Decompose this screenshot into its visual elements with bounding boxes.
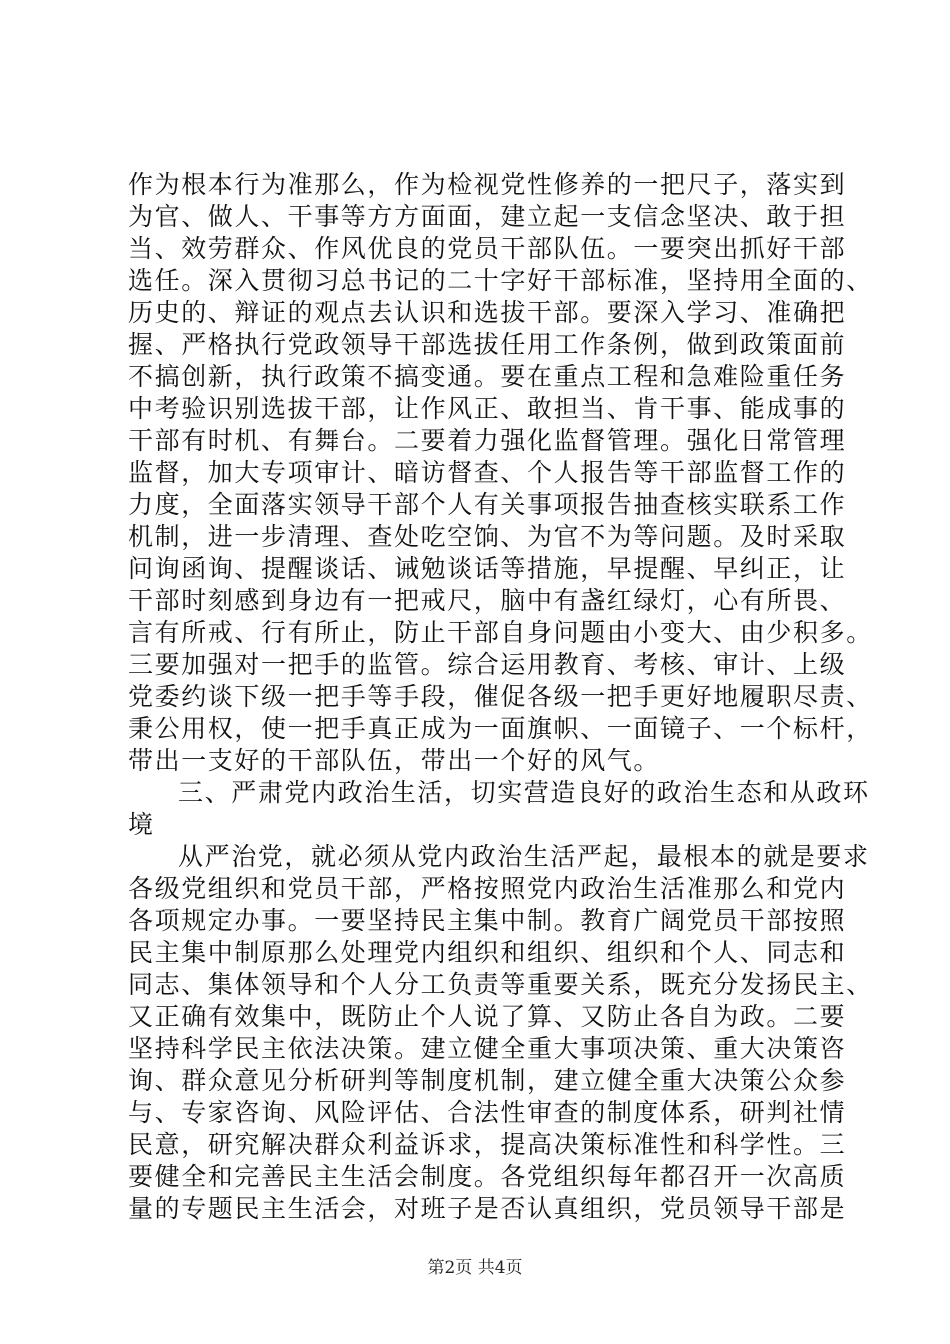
text-line: 历史的、辩证的观点去认识和选拔干部。要深入学习、准确把 bbox=[128, 298, 847, 327]
text-line: 中考验识别选拔干部，让作风正、敢担当、肯干事、能成事的 bbox=[128, 394, 847, 423]
text-line: 各项规定办事。一要坚持民主集中制。教育广阔党员干部按照 bbox=[128, 906, 847, 935]
section-heading-continued: 境 bbox=[128, 810, 155, 839]
text-line: 又正确有效集中，既防止个人说了算、又防止各自为政。二要 bbox=[128, 1002, 847, 1031]
text-line: 民主集中制原那么处理党内组织和组织、组织和个人、同志和 bbox=[128, 938, 847, 967]
text-line: 监督，加大专项审计、暗访督查、个人报告等干部监督工作的 bbox=[128, 458, 847, 487]
text-line: 机制，进一步清理、查处吃空饷、为官不为等问题。及时采取 bbox=[128, 522, 847, 551]
text-line: 带出一支好的干部队伍，带出一个好的风气。 bbox=[128, 746, 661, 775]
text-line: 询、群众意见分析研判等制度机制，建立健全重大决策公众参 bbox=[128, 1066, 847, 1095]
text-line: 民意，研究解决群众利益诉求，提高决策标准性和科学性。三 bbox=[128, 1130, 847, 1159]
text-line: 力度，全面落实领导干部个人有关事项报告抽查核实联系工作 bbox=[128, 490, 847, 519]
text-line: 言有所戒、行有所止，防止干部自身问题由小变大、由少积多。 bbox=[128, 618, 873, 647]
text-line: 同志、集体领导和个人分工负责等重要关系，既充分发扬民主、 bbox=[128, 970, 873, 999]
text-line: 各级党组织和党员干部，严格按照党内政治生活准那么和党内 bbox=[128, 874, 847, 903]
section-heading: 三、严肃党内政治生活，切实营造良好的政治生态和从政环 bbox=[178, 778, 870, 807]
text-line: 干部有时机、有舞台。二要着力强化监督管理。强化日常管理 bbox=[128, 426, 847, 455]
text-line: 握、严格执行党政领导干部选拔任用工作条例，做到政策面前 bbox=[128, 330, 847, 359]
text-line: 作为根本行为准那么，作为检视党性修养的一把尺子，落实到 bbox=[128, 170, 847, 199]
text-line: 为官、做人、干事等方方面面，建立起一支信念坚决、敢于担 bbox=[128, 202, 847, 231]
text-line: 当、效劳群众、作风优良的党员干部队伍。一要突出抓好干部 bbox=[128, 234, 847, 263]
text-line: 与、专家咨询、风险评估、合法性审查的制度体系，研判社情 bbox=[128, 1098, 847, 1127]
text-line: 干部时刻感到身边有一把戒尺，脑中有盏红绿灯，心有所畏、 bbox=[128, 586, 847, 615]
text-line: 三要加强对一把手的监管。综合运用教育、考核、审计、上级 bbox=[128, 650, 847, 679]
text-line: 不搞创新，执行政策不搞变通。要在重点工程和急难险重任务 bbox=[128, 362, 847, 391]
page-number-footer: 第2页 共4页 bbox=[427, 1258, 523, 1278]
text-line: 坚持科学民主依法决策。建立健全重大事项决策、重大决策咨 bbox=[128, 1034, 847, 1063]
document-body bbox=[128, 169, 873, 1225]
text-line: 要健全和完善民主生活会制度。各党组织每年都召开一次高质 bbox=[128, 1162, 847, 1191]
text-line: 问询函询、提醒谈话、诫勉谈话等措施，早提醒、早纠正，让 bbox=[128, 554, 847, 583]
paragraph-start: 从严治党，就必须从党内政治生活严起，最根本的就是要求 bbox=[178, 842, 870, 871]
text-line: 党委约谈下级一把手等手段，催促各级一把手更好地履职尽责、 bbox=[128, 682, 873, 711]
text-line: 量的专题民主生活会，对班子是否认真组织，党员领导干部是 bbox=[128, 1194, 847, 1223]
text-line: 秉公用权，使一把手真正成为一面旗帜、一面镜子、一个标杆， bbox=[128, 714, 873, 743]
text-line: 选任。深入贯彻习总书记的二十字好干部标准，坚持用全面的、 bbox=[128, 266, 873, 295]
